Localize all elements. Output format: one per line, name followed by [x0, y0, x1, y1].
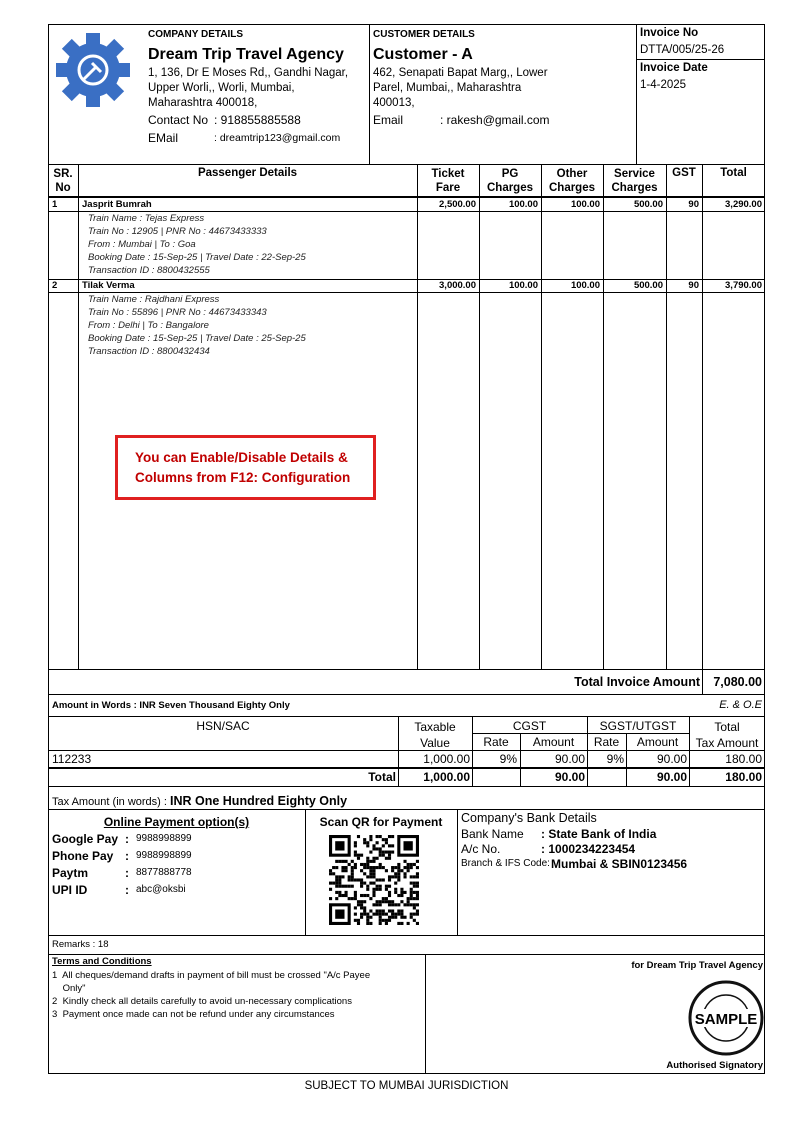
passenger-detail: Train Name : Tejas Express: [88, 213, 205, 224]
invoice-no: DTTA/005/25-26: [640, 44, 725, 56]
tax-total-label: Total: [368, 770, 396, 784]
company-address-2: Upper Worli,, Worli, Mumbai,: [148, 82, 295, 94]
passenger-detail: Train Name : Rajdhani Express: [88, 294, 220, 305]
total-invoice-label: Total Invoice Amount: [574, 675, 700, 689]
row-ticket: 2,500.00: [439, 199, 476, 210]
remarks: Remarks : 18: [52, 939, 109, 950]
company-address-3: Maharashtra 400018,: [148, 97, 258, 109]
qr-title: Scan QR for Payment: [319, 815, 443, 829]
terms-list: [52, 969, 422, 1021]
header-passenger: Passenger Details: [197, 167, 298, 179]
company-contact: 918855885588: [220, 113, 301, 127]
tax-total-total: 180.00: [725, 770, 762, 784]
qr-code-icon: [329, 835, 419, 925]
payment-option-colon: :: [125, 849, 129, 863]
row-total: 3,790.00: [725, 280, 762, 291]
gear-plug-icon: [54, 32, 132, 108]
tax-sgst-rate: 9%: [606, 752, 624, 766]
tax-header-hsn: HSN/SAC: [196, 719, 250, 733]
bank-name-label: Bank Name: [461, 827, 524, 841]
row-gst: 90: [688, 280, 699, 291]
column-divider: [479, 164, 480, 669]
row-total: 3,290.00: [725, 199, 762, 210]
payment-option-label: Phone Pay: [52, 849, 114, 863]
svg-text:SAMPLE: SAMPLE: [694, 1011, 758, 1028]
terms-title: Terms and Conditions: [52, 956, 152, 967]
tax-taxable: 1,000.00: [423, 752, 470, 766]
customer-address-3: 400013,: [373, 97, 415, 109]
header-service-charges: Service Charges: [611, 168, 658, 194]
row-other: 100.00: [570, 280, 600, 291]
account-no: 1000234223454: [548, 842, 636, 856]
company-contact-label: Contact No: [148, 113, 209, 127]
company-section-title: COMPANY DETAILS: [148, 29, 244, 40]
tax-total-sgst: 90.00: [656, 770, 687, 784]
term-item: 1 All cheques/demand drafts in payment of bill must be crossed "A/c Payee Only": [52, 970, 371, 994]
customer-email: rakesh@gmail.com: [446, 113, 550, 127]
row-divider: [48, 211, 765, 212]
tax-total-taxable: 1,000.00: [423, 770, 470, 784]
row-divider: [48, 292, 765, 293]
header-ticket-fare: Ticket Fare: [431, 168, 465, 194]
tax-header-total: Total Tax Amount: [695, 720, 759, 750]
customer-section-title: CUSTOMER DETAILS: [373, 29, 475, 40]
bank-title: Company's Bank Details: [461, 811, 597, 825]
column-divider: [78, 164, 79, 669]
column-divider: [603, 164, 604, 669]
total-invoice-value: 7,080.00: [713, 675, 762, 689]
company-name: Dream Trip Travel Agency: [148, 46, 344, 63]
header-sr: SR. No: [53, 168, 73, 194]
payment-option-label: Paytm: [52, 866, 89, 880]
header-gst: GST: [672, 167, 696, 179]
invoice-no-label: Invoice No: [640, 27, 699, 39]
row-pg: 100.00: [508, 280, 538, 291]
payment-option-label: Google Pay: [52, 832, 119, 846]
customer-address-2: Parel, Mumbai,, Maharashtra: [373, 82, 522, 94]
passenger-name: Tilak Verma: [82, 280, 135, 291]
customer-name: Customer - A: [373, 46, 473, 63]
row-pg: 100.00: [508, 199, 538, 210]
passenger-detail: Train No : 55896 | PNR No : 44673433343: [88, 307, 267, 318]
header-total: Total: [720, 167, 747, 179]
bank-name: State Bank of India: [548, 827, 657, 841]
passenger-detail: Train No : 12905 | PNR No : 44673433333: [88, 226, 267, 237]
tax-words-label: Tax Amount (in words): [52, 796, 161, 808]
tax-header-cgst-rate: Rate: [483, 735, 509, 749]
payment-title: Online Payment option(s): [103, 815, 250, 829]
header-other-charges: Other Charges: [548, 168, 596, 194]
row-ticket: 3,000.00: [439, 280, 476, 291]
company-email-label: EMail: [148, 131, 179, 145]
passenger-detail: Transaction ID : 8800432434: [88, 346, 210, 357]
authorised-signatory: Authorised Signatory: [666, 1060, 763, 1071]
passenger-detail: Booking Date : 15-Sep-25 | Travel Date : 25-Sep-25: [88, 333, 306, 344]
header-pg-charges: PG Charges: [486, 168, 534, 194]
tax-header-sgst-amount: Amount: [636, 735, 679, 749]
callout-line-2: Columns from F12: Configuration: [135, 470, 351, 485]
configuration-callout: [115, 435, 376, 500]
column-divider: [666, 164, 667, 669]
column-divider: [417, 164, 418, 669]
payment-option-value: 9988998899: [136, 850, 192, 861]
invoice-date: 1-4-2025: [640, 79, 687, 91]
tax-header-sgst-rate: Rate: [593, 735, 620, 749]
row-other: 100.00: [570, 199, 600, 210]
company-address-1: 1, 136, Dr E Moses Rd,, Gandhi Nagar,: [148, 67, 349, 79]
branch-ifsc: Mumbai & SBIN0123456: [551, 857, 688, 871]
invoice-date-label: Invoice Date: [640, 62, 708, 74]
tax-header-cgst: CGST: [512, 719, 547, 733]
signature-for: for Dream Trip Travel Agency: [631, 960, 763, 971]
customer-address-1: 462, Senapati Bapat Marg,, Lower: [373, 67, 548, 79]
column-divider: [702, 164, 703, 669]
payment-option-value: abc@oksbi: [136, 884, 186, 895]
jurisdiction-note: SUBJECT TO MUMBAI JURISDICTION: [304, 1080, 509, 1092]
tax-words: INR One Hundred Eighty Only: [170, 794, 348, 808]
tax-header-taxable: Taxable Value: [414, 720, 456, 750]
row-sr: 2: [52, 280, 58, 291]
sample-stamp-icon: [688, 980, 764, 1056]
term-item: 2 Kindly check all details carefully to avoid un-necessary complications: [52, 996, 352, 1007]
payment-option-value: 8877888778: [136, 867, 192, 878]
row-gst: 90: [688, 199, 699, 210]
payment-option-colon: :: [125, 866, 129, 880]
tax-total-cgst: 90.00: [554, 770, 585, 784]
passenger-detail: From : Mumbai | To : Goa: [88, 239, 196, 250]
payment-option-value: 9988998899: [136, 833, 192, 844]
payment-option-label: UPI ID: [52, 883, 88, 897]
amount-in-words: Amount in Words : INR Seven Thousand Eighty Only: [52, 700, 290, 711]
passenger-name: Jasprit Bumrah: [82, 199, 152, 210]
row-service: 500.00: [633, 199, 663, 210]
tax-header-sgst: SGST/UTGST: [599, 719, 677, 733]
account-no-label: A/c No.: [461, 842, 501, 856]
callout-line-1: You can Enable/Disable Details &: [135, 450, 348, 465]
payment-option-colon: :: [125, 883, 129, 897]
payment-option-colon: :: [125, 832, 129, 846]
tax-hsn: 112233: [52, 752, 92, 766]
term-item: 3 Payment once made can not be refund under any circumstances: [52, 1009, 335, 1020]
row-sr: 1: [52, 199, 58, 210]
tax-cgst-rate: 9%: [499, 752, 517, 766]
passenger-detail: Booking Date : 15-Sep-25 | Travel Date : 22-Sep-25: [88, 252, 306, 263]
column-divider: [541, 164, 542, 669]
row-service: 500.00: [633, 280, 663, 291]
passenger-detail: From : Delhi | To : Bangalore: [88, 320, 209, 331]
tax-cgst-amount: 90.00: [554, 752, 585, 766]
tax-header-cgst-amount: Amount: [532, 735, 575, 749]
customer-email-label: Email: [373, 113, 404, 127]
eoe-note: E. & O.E: [719, 699, 762, 711]
tax-total: 180.00: [725, 752, 762, 766]
company-email: dreamtrip123@gmail.com: [219, 132, 341, 144]
passenger-detail: Transaction ID : 8800432555: [88, 265, 210, 276]
tax-sgst-amount: 90.00: [656, 752, 687, 766]
branch-ifsc-label: Branch & IFS Code:: [461, 858, 550, 869]
